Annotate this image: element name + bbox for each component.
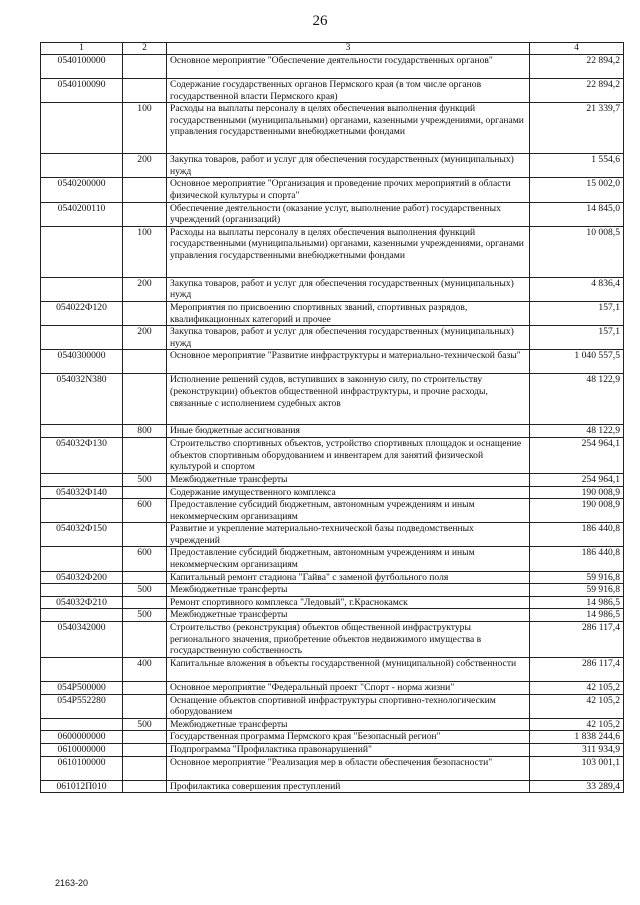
row-expense-type bbox=[123, 350, 167, 374]
row-name: Государственная программа Пермского края "Безопасный регион" bbox=[167, 731, 530, 744]
row-name: Расходы на выплаты персоналу в целях обеспечения выполнения функций государственными (муниципальными) органами, казенными учреждениями, органами управления государственными внебюджетными фондами bbox=[167, 226, 530, 277]
table-row bbox=[41, 694, 624, 718]
row-amount: 190 008,9 bbox=[530, 486, 624, 499]
row-code bbox=[41, 609, 123, 622]
table-row bbox=[41, 731, 624, 744]
row-amount: 186 440,8 bbox=[530, 523, 624, 547]
budget-table bbox=[40, 42, 624, 793]
row-code bbox=[41, 425, 123, 438]
row-amount: 1 838 244,6 bbox=[530, 731, 624, 744]
row-expense-type bbox=[123, 79, 167, 103]
row-expense-type bbox=[123, 523, 167, 547]
row-amount: 254 964,1 bbox=[530, 473, 624, 486]
table-row bbox=[41, 584, 624, 597]
row-amount: 254 964,1 bbox=[530, 437, 624, 473]
row-code: 0540100090 bbox=[41, 79, 123, 103]
row-amount: 59 916,8 bbox=[530, 571, 624, 584]
table-row bbox=[41, 79, 624, 103]
row-name: Капитальные вложения в объекты государственной (муниципальной) собственности bbox=[167, 658, 530, 682]
row-amount: 14 986,5 bbox=[530, 596, 624, 609]
row-code bbox=[41, 154, 123, 178]
table-row bbox=[41, 571, 624, 584]
row-name: Основное мероприятие "Развитие инфраструктуры и материально-технической базы" bbox=[167, 350, 530, 374]
row-name: Предоставление субсидий бюджетным, автономным учреждениям и иным некоммерческим организациям bbox=[167, 499, 530, 523]
row-code bbox=[41, 658, 123, 682]
table-row bbox=[41, 744, 624, 757]
row-code bbox=[41, 499, 123, 523]
row-name: Расходы на выплаты персоналу в целях обеспечения выполнения функций государственными (муниципальными) органами, казенными учреждениями, органами управления государственными внебюджетными фондами bbox=[167, 103, 530, 154]
row-amount: 1 040 557,5 bbox=[530, 350, 624, 374]
row-amount: 186 440,8 bbox=[530, 547, 624, 571]
table-row bbox=[41, 622, 624, 658]
row-name: Мероприятия по присвоению спортивных званий, спортивных разрядов, квалификационных категорий и прочее bbox=[167, 301, 530, 325]
row-name: Капитальный ремонт стадиона "Гайва" с заменой футбольного поля bbox=[167, 571, 530, 584]
row-name: Закупка товаров, работ и услуг для обеспечения государственных (муниципальных) нужд bbox=[167, 277, 530, 301]
row-amount: 190 008,9 bbox=[530, 499, 624, 523]
row-expense-type bbox=[123, 486, 167, 499]
row-name: Содержание имущественного комплекса bbox=[167, 486, 530, 499]
row-expense-type: 400 bbox=[123, 658, 167, 682]
row-amount: 48 122,9 bbox=[530, 374, 624, 425]
row-code: 0540300000 bbox=[41, 350, 123, 374]
row-code: 0540100000 bbox=[41, 55, 123, 79]
row-expense-type bbox=[123, 731, 167, 744]
table-row bbox=[41, 499, 624, 523]
row-expense-type: 200 bbox=[123, 326, 167, 350]
row-code: 054032Ф130 bbox=[41, 437, 123, 473]
row-name: Основное мероприятие "Реализация мер в области обеспечения безопасности" bbox=[167, 756, 530, 780]
row-name: Подпрограмма "Профилактика правонарушений" bbox=[167, 744, 530, 757]
row-code: 054Р552280 bbox=[41, 694, 123, 718]
row-name: Развитие и укрепление материально-технической базы подведомственных учреждений bbox=[167, 523, 530, 547]
row-expense-type bbox=[123, 571, 167, 584]
row-name: Предоставление субсидий бюджетным, автономным учреждениям и иным некоммерческим организациям bbox=[167, 547, 530, 571]
row-amount: 42 105,2 bbox=[530, 694, 624, 718]
row-amount: 22 894,2 bbox=[530, 79, 624, 103]
row-expense-type bbox=[123, 178, 167, 202]
table-row bbox=[41, 301, 624, 325]
table-row bbox=[41, 103, 624, 154]
table-row bbox=[41, 609, 624, 622]
header-col-4: 4 bbox=[530, 43, 624, 55]
row-expense-type: 500 bbox=[123, 473, 167, 486]
row-code: 054032Ф150 bbox=[41, 523, 123, 547]
row-code bbox=[41, 718, 123, 731]
row-expense-type bbox=[123, 55, 167, 79]
row-code bbox=[41, 584, 123, 597]
row-name: Закупка товаров, работ и услуг для обеспечения государственных (муниципальных) нужд bbox=[167, 326, 530, 350]
table-row bbox=[41, 756, 624, 780]
row-code: 0540200000 bbox=[41, 178, 123, 202]
table-row bbox=[41, 473, 624, 486]
table-row bbox=[41, 486, 624, 499]
row-expense-type: 800 bbox=[123, 425, 167, 438]
row-amount: 14 986,5 bbox=[530, 609, 624, 622]
table-row bbox=[41, 425, 624, 438]
row-name: Межбюджетные трансферты bbox=[167, 718, 530, 731]
row-amount: 1 554,6 bbox=[530, 154, 624, 178]
row-expense-type: 100 bbox=[123, 226, 167, 277]
row-amount: 10 008,5 bbox=[530, 226, 624, 277]
row-name: Исполнение решений судов, вступивших в законную силу, по строительству (реконструкции) объектов общественной инфраструктуры, и прочие расходы, связанные с исполнением судебных актов bbox=[167, 374, 530, 425]
row-expense-type bbox=[123, 596, 167, 609]
row-code bbox=[41, 103, 123, 154]
header-col-1: 1 bbox=[41, 43, 123, 55]
table-row bbox=[41, 523, 624, 547]
row-amount: 22 894,2 bbox=[530, 55, 624, 79]
row-amount: 33 289,4 bbox=[530, 780, 624, 793]
header-row bbox=[41, 43, 624, 55]
row-expense-type: 500 bbox=[123, 718, 167, 731]
row-code: 054032Ф200 bbox=[41, 571, 123, 584]
row-code bbox=[41, 277, 123, 301]
row-expense-type: 500 bbox=[123, 584, 167, 597]
row-amount: 42 105,2 bbox=[530, 718, 624, 731]
row-name: Оснащение объектов спортивной инфраструктуры спортивно-технологическим оборудованием bbox=[167, 694, 530, 718]
row-expense-type bbox=[123, 301, 167, 325]
table-row bbox=[41, 596, 624, 609]
row-name: Ремонт спортивного комплекса "Ледовый", г.Краснокамск bbox=[167, 596, 530, 609]
row-name: Иные бюджетные ассигнования bbox=[167, 425, 530, 438]
row-code: 054Р500000 bbox=[41, 682, 123, 695]
table-row bbox=[41, 350, 624, 374]
row-code: 061012П010 bbox=[41, 780, 123, 793]
table-row bbox=[41, 202, 624, 226]
row-expense-type bbox=[123, 780, 167, 793]
row-name: Профилактика совершения преступлений bbox=[167, 780, 530, 793]
row-amount: 14 845,0 bbox=[530, 202, 624, 226]
row-amount: 4 836,4 bbox=[530, 277, 624, 301]
table-row bbox=[41, 326, 624, 350]
row-expense-type bbox=[123, 682, 167, 695]
table-row bbox=[41, 780, 624, 793]
row-code: 054032N380 bbox=[41, 374, 123, 425]
row-name: Основное мероприятие "Обеспечение деятельности государственных органов" bbox=[167, 55, 530, 79]
table-row bbox=[41, 154, 624, 178]
row-expense-type: 200 bbox=[123, 154, 167, 178]
row-expense-type bbox=[123, 202, 167, 226]
row-amount: 311 934,9 bbox=[530, 744, 624, 757]
table-row bbox=[41, 374, 624, 425]
row-code: 0610000000 bbox=[41, 744, 123, 757]
row-amount: 21 339,7 bbox=[530, 103, 624, 154]
row-expense-type: 600 bbox=[123, 499, 167, 523]
page-number: 26 bbox=[312, 13, 328, 29]
footer-code: 2163-20 bbox=[55, 878, 89, 888]
table-row bbox=[41, 547, 624, 571]
table-row bbox=[41, 226, 624, 277]
row-name: Межбюджетные трансферты bbox=[167, 584, 530, 597]
row-amount: 157,1 bbox=[530, 326, 624, 350]
row-name: Основное мероприятие "Организация и проведение прочих мероприятий в области физической культуры и спорта" bbox=[167, 178, 530, 202]
row-code bbox=[41, 473, 123, 486]
row-expense-type: 200 bbox=[123, 277, 167, 301]
row-code: 0600000000 bbox=[41, 731, 123, 744]
row-expense-type: 100 bbox=[123, 103, 167, 154]
row-name: Содержание государственных органов Пермского края (в том числе органов государственной власти Пермского края) bbox=[167, 79, 530, 103]
row-amount: 286 117,4 bbox=[530, 658, 624, 682]
row-code: 0540200110 bbox=[41, 202, 123, 226]
row-code bbox=[41, 226, 123, 277]
row-amount: 157,1 bbox=[530, 301, 624, 325]
header-col-2: 2 bbox=[123, 43, 167, 55]
row-amount: 15 002,0 bbox=[530, 178, 624, 202]
row-code bbox=[41, 547, 123, 571]
table-row bbox=[41, 277, 624, 301]
row-name: Строительство (реконструкция) объектов общественной инфраструктуры регионального значения, приобретение объектов недвижимого имущества в государственную собственность bbox=[167, 622, 530, 658]
row-amount: 286 117,4 bbox=[530, 622, 624, 658]
row-name: Строительство спортивных объектов, устройство спортивных площадок и оснащение объектов спортивным оборудованием и инвентарем для занятий физической культурой и спортом bbox=[167, 437, 530, 473]
row-code bbox=[41, 326, 123, 350]
row-amount: 48 122,9 bbox=[530, 425, 624, 438]
table-row bbox=[41, 682, 624, 695]
row-name: Обеспечение деятельности (оказание услуг, выполнение работ) государственных учреждений (организаций) bbox=[167, 202, 530, 226]
row-code: 054032Ф210 bbox=[41, 596, 123, 609]
row-amount: 59 916,8 bbox=[530, 584, 624, 597]
row-code: 0610100000 bbox=[41, 756, 123, 780]
table-row bbox=[41, 718, 624, 731]
table-row bbox=[41, 658, 624, 682]
row-code: 0540342000 bbox=[41, 622, 123, 658]
row-name: Межбюджетные трансферты bbox=[167, 473, 530, 486]
row-name: Межбюджетные трансферты bbox=[167, 609, 530, 622]
row-amount: 103 001,1 bbox=[530, 756, 624, 780]
row-name: Закупка товаров, работ и услуг для обеспечения государственных (муниципальных) нужд bbox=[167, 154, 530, 178]
row-name: Основное мероприятие "Федеральный проект "Спорт - норма жизни" bbox=[167, 682, 530, 695]
row-expense-type bbox=[123, 756, 167, 780]
row-code: 054032Ф140 bbox=[41, 486, 123, 499]
row-expense-type bbox=[123, 374, 167, 425]
row-expense-type: 600 bbox=[123, 547, 167, 571]
header-col-3: 3 bbox=[167, 43, 530, 55]
row-expense-type bbox=[123, 744, 167, 757]
row-expense-type bbox=[123, 437, 167, 473]
row-code: 054022Ф120 bbox=[41, 301, 123, 325]
table-row bbox=[41, 55, 624, 79]
row-expense-type bbox=[123, 622, 167, 658]
table-row bbox=[41, 437, 624, 473]
row-expense-type bbox=[123, 694, 167, 718]
row-expense-type: 500 bbox=[123, 609, 167, 622]
row-amount: 42 105,2 bbox=[530, 682, 624, 695]
table-row bbox=[41, 178, 624, 202]
